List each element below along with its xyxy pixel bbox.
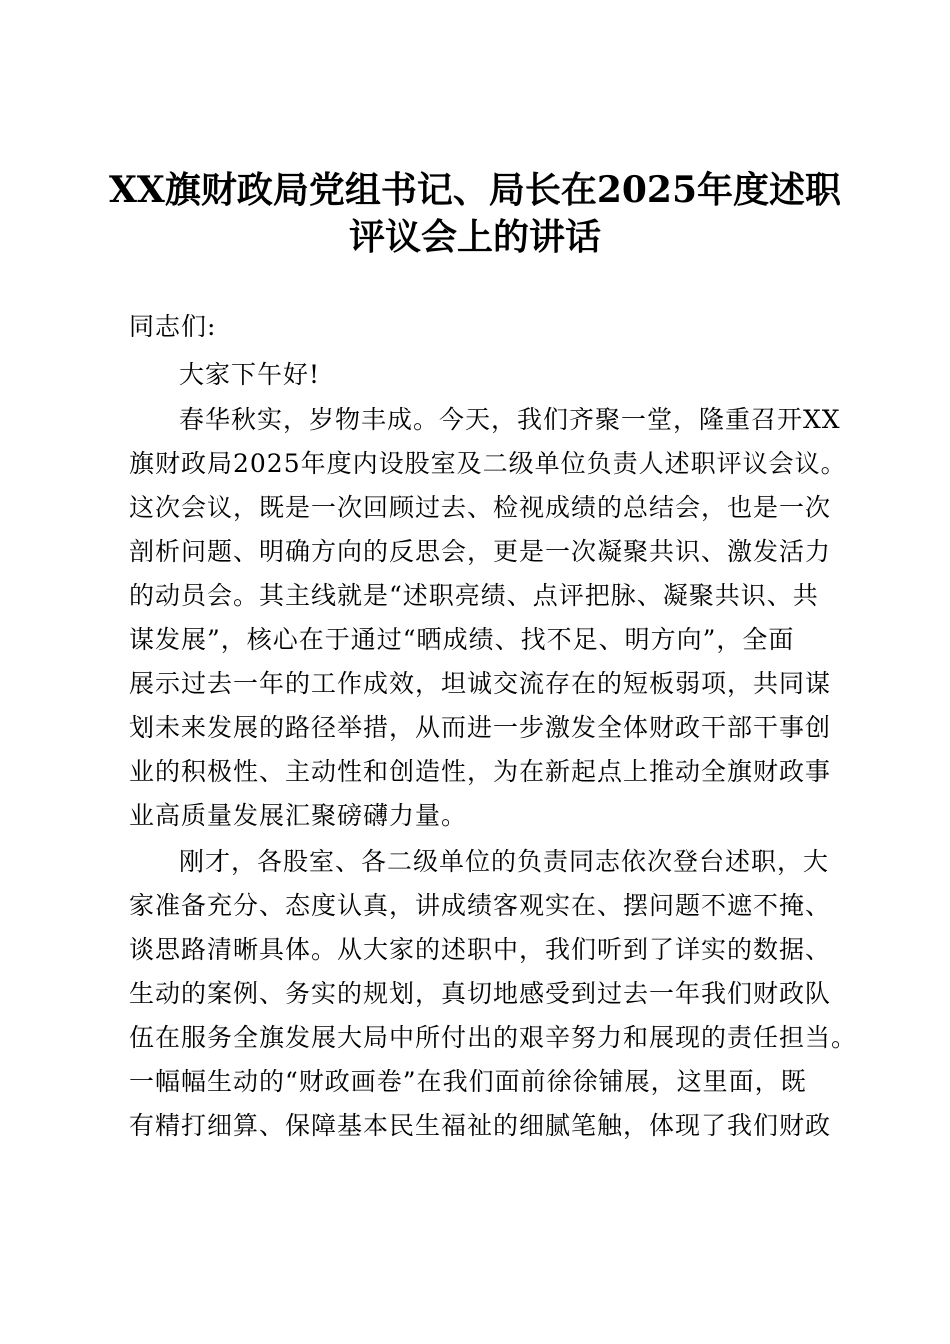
paragraph-1-line: 谋发展”，核心在于通过“晒成绩、找不足、明方向”，全面 (129, 625, 795, 654)
paragraph-1-line: 业高质量发展汇聚磅礴力量。 (129, 801, 468, 830)
paragraph-2-line: 一幅幅生动的“财政画卷”在我们面前徐徐铺展，这里面，既 (129, 1067, 807, 1096)
paragraph-2-line: 伍在服务全旗发展大局中所付出的艰辛努力和展现的责任担当。 (129, 1023, 858, 1052)
greeting: 大家下午好! (179, 360, 321, 389)
paragraph-1-line: 业的积极性、主动性和创造性，为在新起点上推动全旗财政事 (129, 757, 832, 786)
document-title-line-1: XX旗财政局党组书记、局长在2025年度述职 (108, 169, 842, 211)
paragraph-2-line: 有精打细算、保障基本民生福祉的细腻笔触，体现了我们财政 (129, 1111, 832, 1140)
paragraph-1-line: 划未来发展的路径举措，从而进一步激发全体财政干部干事创 (129, 713, 832, 742)
document-title-line-2: 评议会上的讲话 (348, 216, 601, 258)
paragraph-2-line: 生动的案例、务实的规划，真切地感受到过去一年我们财政队 (129, 979, 832, 1008)
paragraph-1-line: 的动员会。其主线就是“述职亮绩、点评把脉、凝聚共识、共 (129, 581, 819, 610)
paragraph-1-line: 春华秋实，岁物丰成。今天，我们齐聚一堂，隆重召开XX (179, 405, 841, 434)
paragraph-2-line: 家准备充分、态度认真，讲成绩客观实在、摆问题不遮不掩、 (129, 891, 832, 920)
paragraph-1-line: 展示过去一年的工作成效，坦诚交流存在的短板弱项，共同谋 (129, 669, 832, 698)
salutation: 同志们: (129, 312, 217, 341)
paragraph-2-line: 刚才，各股室、各二级单位的负责同志依次登台述职，大 (179, 847, 830, 876)
paragraph-1-line: 这次会议，既是一次回顾过去、检视成绩的总结会，也是一次 (129, 493, 832, 522)
paragraph-1-line: 剖析问题、明确方向的反思会，更是一次凝聚共识、激发活力 (129, 537, 832, 566)
paragraph-1-line: 旗财政局2025年度内设股室及二级单位负责人述职评议会议。 (129, 449, 847, 478)
paragraph-2-line: 谈思路清晰具体。从大家的述职中，我们听到了详实的数据、 (129, 935, 832, 964)
